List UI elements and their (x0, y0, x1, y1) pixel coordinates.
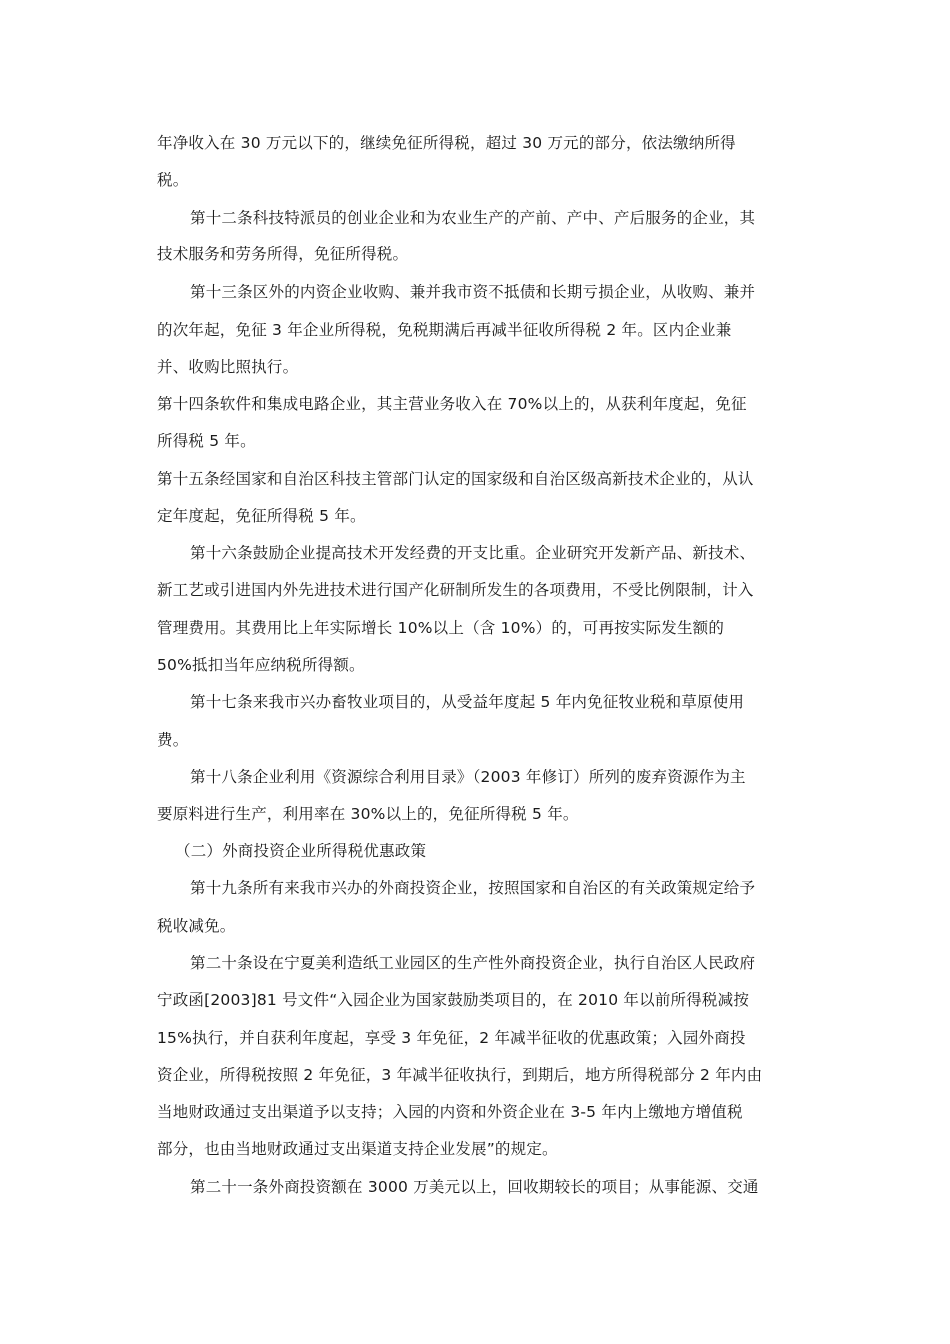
text-line: 要原料进行生产，利用率在 30%以上的，免征所得税 5 年。 (157, 805, 579, 823)
text-line: 第二十条设在宁夏美利造纸工业园区的生产性外商投资企业，执行自治区人民政府 (190, 954, 756, 972)
text-line: 第十七条来我市兴办畜牧业项目的，从受益年度起 5 年内免征牧业税和草原使用 (190, 693, 745, 711)
text-line: 第二十一条外商投资额在 3000 万美元以上，回收期较长的项目；从事能源、交通 (190, 1178, 759, 1196)
text-line: 新工艺或引进国内外先进技术进行国产化研制所发生的各项费用，不受比例限制，计入 (157, 581, 754, 599)
text-line: 技术服务和劳务所得，免征所得税。 (157, 245, 409, 263)
text-line: 第十九条所有来我市兴办的外商投资企业，按照国家和自治区的有关政策规定给予 (190, 879, 756, 897)
text-line: 第十五条经国家和自治区科技主管部门认定的国家级和自治区级高新技术企业的，从认 (157, 470, 754, 488)
text-line: 第十三条区外的内资企业收购、兼并我市资不抵债和长期亏损企业，从收购、兼并 (190, 283, 756, 301)
text-line: 宁政函[2003]81 号文件“入园企业为国家鼓励类项目的，在 2010 年以前所得税减按 (157, 991, 750, 1009)
text-line: 15%执行，并自获利年度起，享受 3 年免征，2 年减半征收的优惠政策；入园外商投 (157, 1029, 746, 1047)
text-line: 的次年起，免征 3 年企业所得税，免税期满后再减半征收所得税 2 年。区内企业兼 (157, 321, 732, 339)
text-line: 第十二条科技特派员的创业企业和为农业生产的产前、产中、产后服务的企业，其 (190, 209, 756, 227)
text-line: 管理费用。其费用比上年实际增长 10%以上（含 10%）的，可再按实际发生额的 (157, 619, 725, 637)
text-line: 年净收入在 30 万元以下的，继续免征所得税，超过 30 万元的部分，依法缴纳所得 (157, 134, 736, 152)
text-line: 税收减免。 (157, 917, 236, 935)
text-line: 定年度起，免征所得税 5 年。 (157, 507, 366, 525)
text-line: 第十六条鼓励企业提高技术开发经费的开支比重。企业研究开发新产品、新技术、 (190, 544, 756, 562)
text-line: 费。 (157, 731, 189, 749)
text-line: 50%抵扣当年应纳税所得额。 (157, 656, 365, 674)
text-line: 并、收购比照执行。 (157, 358, 299, 376)
text-line: 资企业，所得税按照 2 年免征，3 年减半征收执行，到期后，地方所得税部分 2 年内由 (157, 1066, 763, 1084)
text-line: 第十四条软件和集成电路企业，其主营业务收入在 70%以上的，从获利年度起，免征 (157, 395, 747, 413)
text-line: 税。 (157, 171, 189, 189)
text-line: 第十八条企业利用《资源综合利用目录》（2003 年修订）所列的废弃资源作为主 (190, 768, 746, 786)
text-line: 所得税 5 年。 (157, 432, 256, 450)
text-line: 当地财政通过支出渠道予以支持；入园的内资和外资企业在 3-5 年内上缴地方增值税 (157, 1103, 743, 1121)
text-line: 部分，也由当地财政通过支出渠道支持企业发展”的规定。 (157, 1140, 558, 1158)
section-heading: （二）外商投资企业所得税优惠政策 (175, 842, 427, 860)
